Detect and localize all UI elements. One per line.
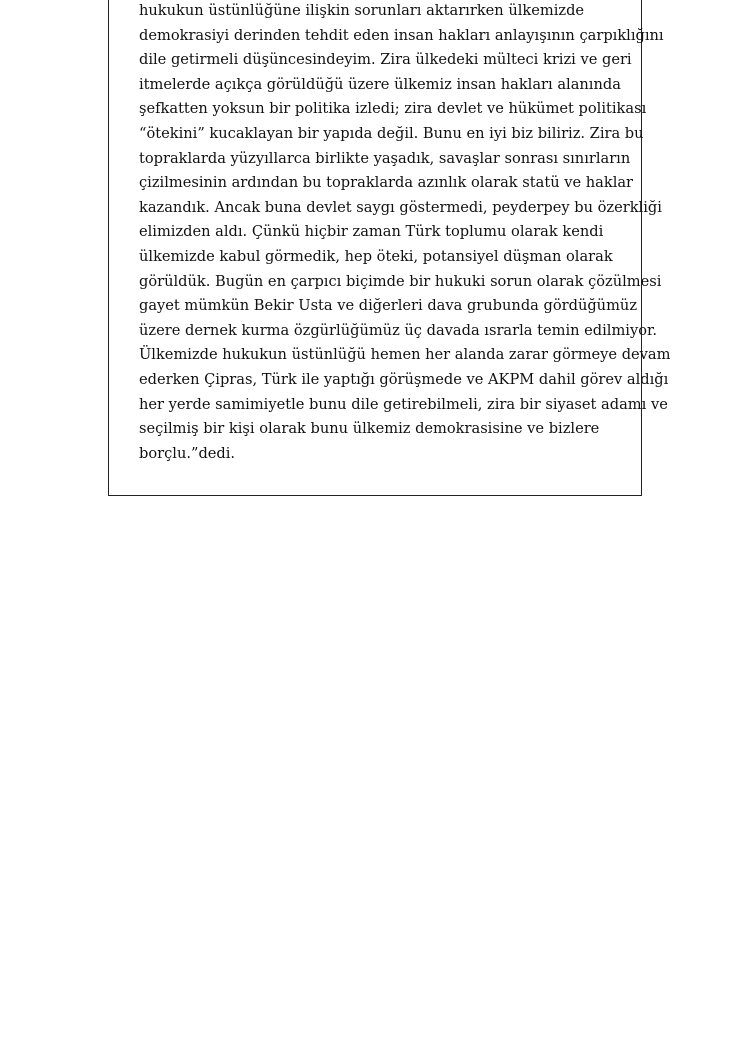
paragraph-line: her yerde samimiyetle bunu dile getirebilmeli, zira bir siyaset adamı ve [139, 395, 668, 413]
paragraph-line: “ötekini” kucaklayan bir yapıda değil. Bunu en iyi biz biliriz. Zira bu [139, 124, 644, 142]
quote-paragraph [139, 0, 671, 466]
paragraph-line: gayet mümkün Bekir Usta ve diğerleri dava grubunda gördüğümüz [139, 297, 638, 315]
paragraph-line: görüldük. Bugün en çarpıcı biçimde bir hukuki sorun olarak çözülmesi [139, 272, 662, 290]
paragraph-line: demokrasiyi derinden tehdit eden insan hakları anlayışının çarpıklığını [139, 26, 664, 44]
paragraph-line: üzere dernek kurma özgürlüğümüz üç davada ısrarla temin edilmiyor. [139, 321, 658, 339]
paragraph-line: seçilmiş bir kişi olarak bunu ülkemiz demokrasisine ve bizlere [139, 420, 600, 438]
paragraph-line: çizilmesinin ardından bu topraklarda azınlık olarak statü ve haklar [139, 174, 634, 192]
paragraph-line: borçlu.”dedi. [139, 444, 236, 462]
paragraph-line: topraklarda yüzyıllarca birlikte yaşadık, savaşlar sonrası sınırların [139, 149, 631, 167]
paragraph-line: elimizden aldı. Çünkü hiçbir zaman Türk toplumu olarak kendi [139, 223, 604, 241]
paragraph-line: kazandık. Ancak buna devlet saygı göstermedi, peyderpey bu özerkliği [139, 198, 662, 216]
paragraph-line: dile getirmeli düşüncesindeyim. Zira ülkedeki mülteci krizi ve geri [139, 51, 632, 69]
quote-box [108, 0, 671, 496]
paragraph-line: şefkatten yoksun bir politika izledi; zira devlet ve hükümet politikası [139, 100, 647, 118]
paragraph-line: hukukun üstünlüğüne ilişkin sorunları aktarırken ülkemizde [139, 2, 585, 19]
paragraph-line: itmelerde açıkça görüldüğü üzere ülkemiz insan hakları alanında [139, 75, 621, 93]
paragraph-line: Ülkemizde hukukun üstünlüğü hemen her alanda zarar görmeye devam [139, 346, 671, 364]
paragraph-line: ederken Çipras, Türk ile yaptığı görüşmede ve AKPM dahil görev aldığı [139, 370, 669, 388]
paragraph-line: ülkemizde kabul görmedik, hep öteki, potansiyel düşman olarak [139, 247, 613, 265]
